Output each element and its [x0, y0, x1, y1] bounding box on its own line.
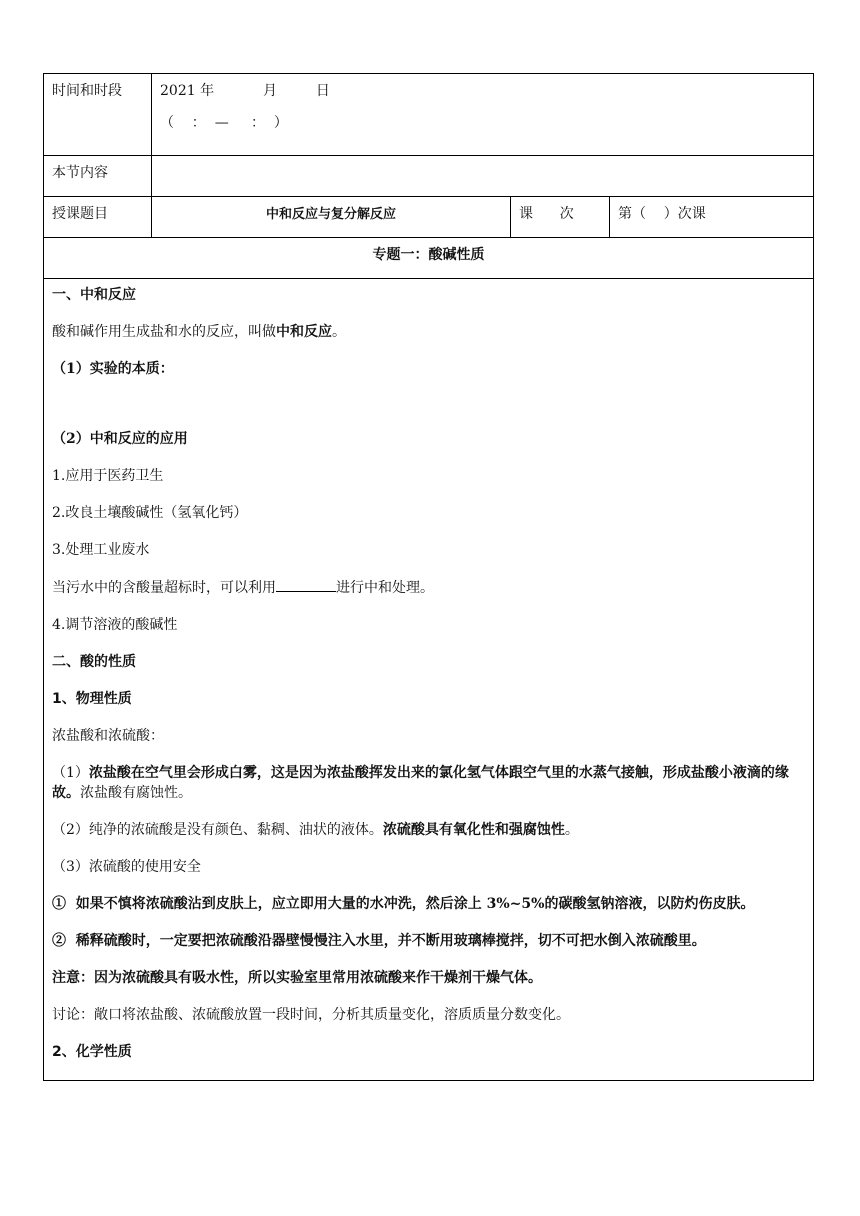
- content-row: [44, 156, 814, 197]
- lesson-label: 课 次: [511, 197, 610, 238]
- lesson-plan-table: [43, 73, 814, 1081]
- time-value: [152, 74, 814, 156]
- year-text: 2021 年: [160, 83, 215, 99]
- topic-row: [44, 197, 814, 238]
- content-label: 本节内容: [44, 156, 152, 197]
- heading-physical-properties: 1、物理性质: [52, 691, 132, 707]
- h2so4-paragraph: （2）纯净的浓硫酸是没有颜色、黏稠、油状的液体。浓硫酸具有氧化性和强腐蚀性。: [52, 822, 579, 838]
- application-3-detail: 当污水中的含酸量超标时，可以利用 进行中和处理。: [52, 577, 805, 598]
- safety-heading: （3）浓硫酸的使用安全: [52, 859, 201, 875]
- heading-applications: （2）中和反应的应用: [52, 431, 188, 447]
- topic-value: 中和反应与复分解反应: [152, 197, 511, 238]
- time-range-text: （ ： — ： ）: [160, 115, 288, 131]
- hcl-paragraph: （1）浓盐酸在空气里会形成白雾，这是因为浓盐酸挥发出来的氯化氢气体跟空气里的水蒸气接触，形成盐酸小液滴的缘故。浓盐酸有腐蚀性。: [52, 765, 789, 801]
- application-3: 3.处理工业废水: [52, 542, 150, 558]
- application-2: 2.改良土壤酸碱性（氢氧化钙）: [52, 505, 248, 521]
- day-text: 日: [315, 83, 330, 99]
- application-1: 1.应用于医药卫生: [52, 468, 164, 484]
- section-title-row: [44, 238, 814, 279]
- note-text: 注意：因为浓硫酸具有吸水性，所以实验室里常用浓硫酸来作干燥剂干燥气体。: [52, 970, 542, 986]
- fill-blank[interactable]: [276, 577, 336, 592]
- body-row: [44, 279, 814, 1081]
- lesson-value: 第（ ）次课: [610, 197, 814, 238]
- heading-chemical-properties: 2、化学性质: [52, 1044, 132, 1060]
- heading-essence: （1）实验的本质：: [52, 361, 174, 377]
- discussion-text: 讨论：敞口将浓盐酸、浓硫酸放置一段时间，分析其质量变化，溶质质量分数变化。: [52, 1007, 570, 1023]
- body-content: [44, 279, 814, 1081]
- topic-label: 授课题目: [44, 197, 152, 238]
- time-label: 时间和时段: [44, 74, 152, 156]
- date-line: [160, 80, 805, 102]
- month-text: 月: [263, 83, 277, 99]
- acid-intro: 浓盐酸和浓硫酸：: [52, 728, 164, 744]
- time-row: [44, 74, 814, 156]
- safety-item-2: ② 稀释硫酸时，一定要把浓硫酸沿器壁慢慢注入水里，并不断用玻璃棒搅拌，切不可把水倒入浓硫酸里。: [52, 933, 706, 949]
- lesson-plan-page: [43, 73, 813, 1081]
- heading-neutralization: 一、中和反应: [52, 287, 136, 303]
- content-value: [152, 156, 814, 197]
- neutralization-definition: 酸和碱作用生成盐和水的反应，叫做中和反应。: [52, 324, 346, 340]
- safety-item-1: ① 如果不慎将浓硫酸沾到皮肤上，应立即用大量的水冲洗，然后涂上 3%~5%的碳酸氢钠溶液，以防灼伤皮肤。: [52, 896, 755, 912]
- application-4: 4.调节溶液的酸碱性: [52, 617, 178, 633]
- heading-acid-properties: 二、酸的性质: [52, 654, 136, 670]
- section-title: 专题一：酸碱性质: [44, 238, 814, 279]
